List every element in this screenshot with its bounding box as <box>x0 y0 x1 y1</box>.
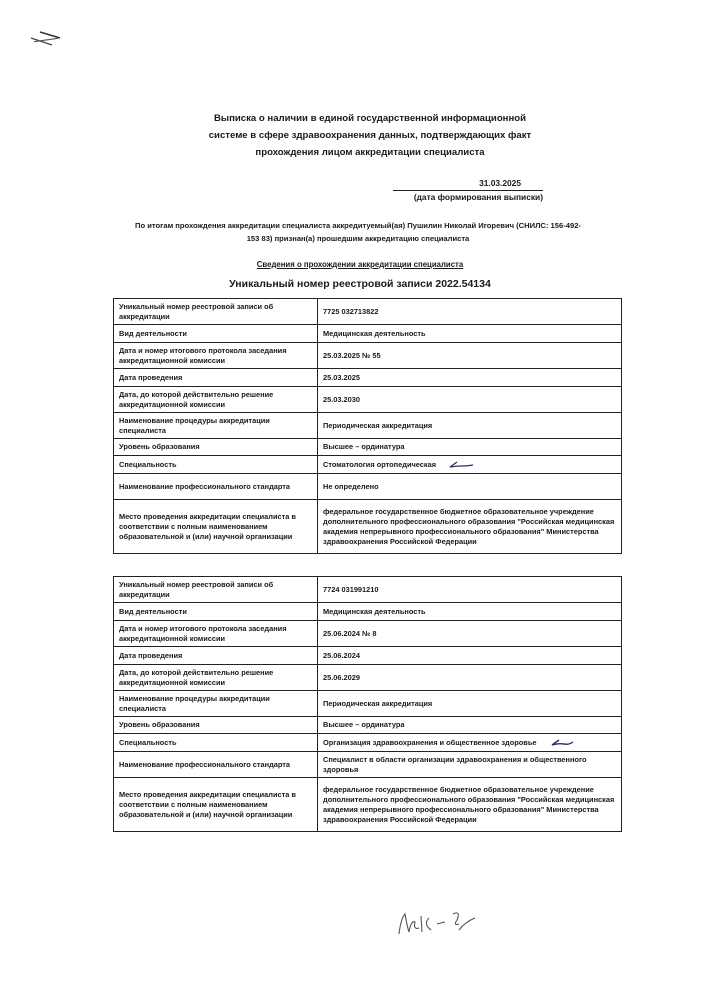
section-title: Сведения о прохождении аккредитации специалиста <box>256 260 464 269</box>
extract-date: 31.03.2025 <box>479 178 521 188</box>
field-label: Наименование процедуры аккредитации специалиста <box>114 691 318 717</box>
table-row <box>114 474 622 500</box>
field-value: Не определено <box>318 474 622 500</box>
field-value: 25.03.2030 <box>318 387 622 413</box>
field-label: Дата, до которой действительно решение аккредитационной комиссии <box>114 387 318 413</box>
intro-paragraph: По итогам прохождения аккредитации специалиста аккредитуемый(ая) Пушилин Николай Игоревич (СНИЛС: 156-492- 153 83) признан(а) прошедшим аккредитацию специалиста <box>135 221 581 243</box>
field-label: Специальность <box>114 456 318 474</box>
field-label: Дата и номер итогового протокола заседания аккредитационной комиссии <box>114 343 318 369</box>
table-row <box>114 456 622 474</box>
field-value: Медицинская деятельность <box>318 603 622 621</box>
table-row <box>114 500 622 554</box>
field-value: Медицинская деятельность <box>318 325 622 343</box>
field-value: федеральное государственное бюджетное образовательное учреждение дополнительного профессионального образования "Российская медицинская академия непрерывного профессионального образования" Министерства здравоохранения Российской Федерации <box>318 778 622 832</box>
table-row <box>114 647 622 665</box>
field-value: федеральное государственное бюджетное образовательное учреждение дополнительного профессионального образования "Российская медицинская академия непрерывного профессионального образования" Министерства здравоохранения Российской Федерации <box>318 500 622 554</box>
field-label: Уникальный номер реестровой записи об аккредитации <box>114 299 318 325</box>
field-label: Дата, до которой действительно решение аккредитационной комиссии <box>114 665 318 691</box>
field-value: 7724 031991210 <box>318 577 622 603</box>
extract-date-block <box>393 178 543 203</box>
field-value: 25.03.2025 № 55 <box>318 343 622 369</box>
field-label: Место проведения аккредитации специалиста в соответствии с полным наименованием образовательной и (или) научной организации <box>114 500 318 554</box>
table-row <box>114 577 622 603</box>
table-row <box>114 691 622 717</box>
table-row <box>114 413 622 439</box>
field-value: Периодическая аккредитация <box>318 691 622 717</box>
field-label: Уровень образования <box>114 717 318 734</box>
table-row <box>114 369 622 387</box>
accreditation-record-table-1 <box>113 298 622 554</box>
field-label: Дата и номер итогового протокола заседания аккредитационной комиссии <box>114 621 318 647</box>
field-value: 25.03.2025 <box>318 369 622 387</box>
table-row <box>114 299 622 325</box>
table-row <box>114 439 622 456</box>
table-row <box>114 325 622 343</box>
table-row <box>114 752 622 778</box>
field-value: Периодическая аккредитация <box>318 413 622 439</box>
field-label: Дата проведения <box>114 647 318 665</box>
registry-number-title: Уникальный номер реестровой записи 2022.54134 <box>229 278 491 290</box>
field-label: Место проведения аккредитации специалиста в соответствии с полным наименованием образовательной и (или) научной организации <box>114 778 318 832</box>
field-value: Стоматология ортопедическая <box>323 459 437 469</box>
field-label: Наименование профессионального стандарта <box>114 474 318 500</box>
field-label: Специальность <box>114 734 318 752</box>
field-label: Вид деятельности <box>114 325 318 343</box>
pen-strokes-mark-icon <box>14 24 64 54</box>
field-label: Наименование процедуры аккредитации специалиста <box>114 413 318 439</box>
field-value: 7725 032713822 <box>318 299 622 325</box>
field-label: Уровень образования <box>114 439 318 456</box>
field-value: 25.06.2024 № 8 <box>318 621 622 647</box>
extract-date-caption: (дата формирования выписки) <box>413 192 543 202</box>
table-row <box>114 387 622 413</box>
handwritten-note-icon <box>395 900 495 940</box>
field-label: Дата проведения <box>114 369 318 387</box>
field-value: Высшее – ординатура <box>318 439 622 456</box>
field-value: 25.06.2029 <box>318 665 622 691</box>
field-value: 25.06.2024 <box>318 647 622 665</box>
field-label: Наименование профессионального стандарта <box>114 752 318 778</box>
table-row <box>114 717 622 734</box>
table-row <box>114 343 622 369</box>
table-row <box>114 665 622 691</box>
table-row <box>114 621 622 647</box>
table-row <box>114 603 622 621</box>
handwritten-checkmark-icon <box>448 461 474 469</box>
field-label: Вид деятельности <box>114 603 318 621</box>
handwritten-checkmark-icon <box>549 739 575 747</box>
document-title: Выписка о наличии в единой государственной информационной системе в сфере здравоохранения данных, подтверждающих факт прохождения лицом аккредитации специалиста <box>208 113 532 158</box>
table-row <box>114 778 622 832</box>
field-label: Уникальный номер реестровой записи об аккредитации <box>114 577 318 603</box>
field-value: Высшее – ординатура <box>318 717 622 734</box>
table-row <box>114 734 622 752</box>
field-value-cell <box>318 456 622 474</box>
accreditation-record-table-2 <box>113 576 622 832</box>
field-value-cell <box>318 734 622 752</box>
field-value: Организация здравоохранения и общественное здоровье <box>323 737 537 747</box>
field-value: Специалист в области организации здравоохранения и общественного здоровья <box>318 752 622 778</box>
